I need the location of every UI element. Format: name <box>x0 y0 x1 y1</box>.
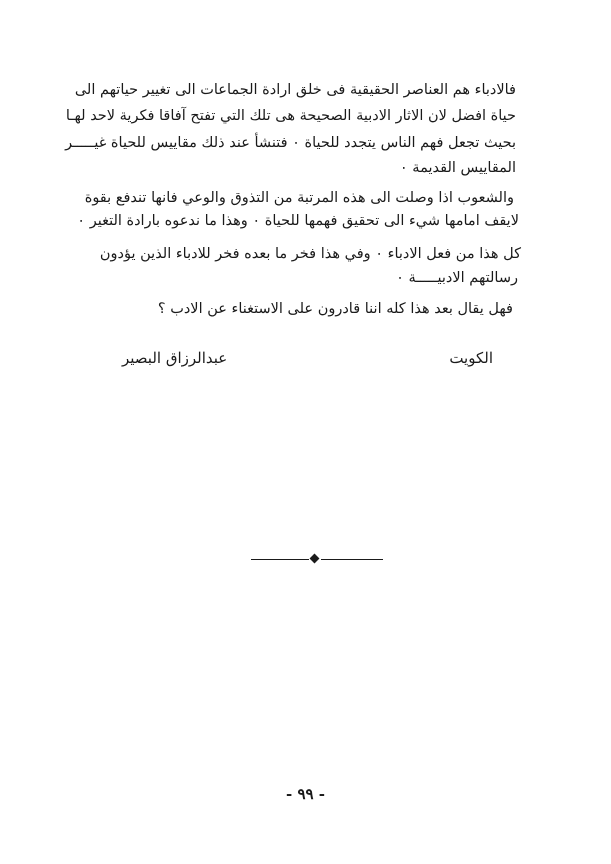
body-line: رسالتهم الادبيـــــة ٠ <box>396 270 518 286</box>
section-divider <box>251 552 383 566</box>
body-line: والشعوب اذا وصلت الى هذه المرتبة من التذوق والوعي فانها تندفع بقوة <box>84 190 514 206</box>
body-line: المقاييس القديمة ٠ <box>399 160 516 176</box>
body-line: بحيث تجعل فهم الناس يتجدد للحياة ٠ فتنشأ عند ذلك مقاييس للحياة غيـــــر <box>65 135 516 151</box>
body-line: حياة افضل لان الاثار الادبية الصحيحة هى تلك التي تفتح آفاقا فكرية لاحد لهـا <box>65 108 516 124</box>
body-line: فالادباء هم العناصر الحقيقية فى خلق ارادة الجماعات الى تغيير حياتهم الى <box>74 82 516 98</box>
diamond-icon <box>310 554 320 564</box>
page-number: - ٩٩ - <box>285 785 326 803</box>
body-line: لايقف امامها شيء الى تحقيق فهمها للحياة ٠ وهذا ما ندعوه بارادة التغير ٠ <box>77 213 519 229</box>
body-line: كل هذا من فعل الادباء ٠ وفي هذا فخر ما بعده فخر للادباء الذين يؤدون <box>99 246 521 262</box>
signature-author: عبدالرزاق البصير <box>122 349 228 367</box>
signature-place: الكويت <box>449 349 493 367</box>
divider-rule-right <box>321 559 383 560</box>
body-line: فهل يقال بعد هذا كله اننا قادرون على الاستغناء عن الادب ؟ <box>157 301 513 317</box>
divider-rule-left <box>251 559 309 560</box>
